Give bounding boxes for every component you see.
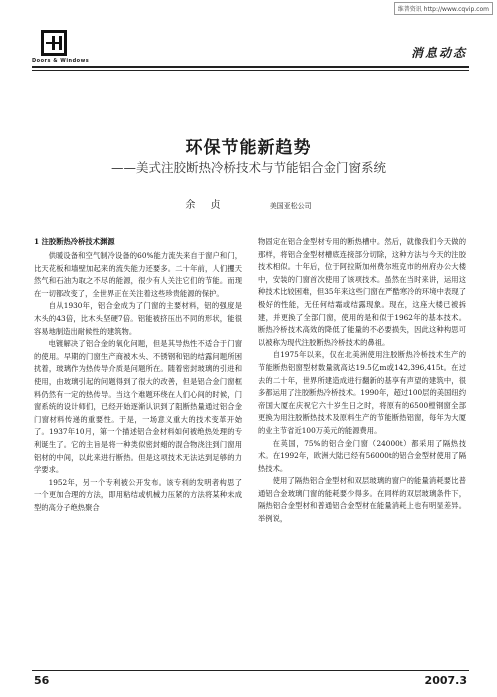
paragraph: 电镀解决了铝合金的氧化问题，但是其导热性不适合于门窗的使用。早期的门窗生产商被木头、不锈钢和铝的结露问题所困扰着，玻璃作为热传导介质是问题所在。随着密封玻璃的引进和使用，由玻璃引起的问题得到了很大的改善，但是铝合金门窗框料仍然有一定的热传导。当这个难题环绕在人们心间的时候，门窗系统的设计师们，已经开始逐渐认识到了阻断热量通过铝合金门窗材料传递的重要性。于是，一场意义重大的技术变革开始了。1937年10月，第一个描述铝合金材料如何被绝热处理的专利诞生了。它的主旨是将一种类似密封蜡的混合物浇注到门窗用铝材的中间，以此来进行断热。但是这项技术无法达到足够的力学要求。: [34, 339, 242, 475]
paragraph: 供暖设备和空气制冷设备的60%能力流失来自于窗户和门，比天花板和墙壁加起来的流失能力还要多。二十年前，人们攫天然气和石油为取之不尽的能源，很少有人关注它们的节能。而现在一切都改变了，全世界正在关注着这些珍贵能源的保护。: [34, 251, 242, 298]
paragraph: 自从1930年，铝合金成为了门窗的主要材料，铝的强度是木头的43倍，比木头坚硬7倍。铝能被挤压出不同的形状，能很容易地制造出耐候性的建筑物。: [34, 301, 242, 336]
issue-number: 2007.3: [424, 674, 467, 687]
page-number: 56: [34, 674, 50, 687]
header-rule-thin: [32, 70, 469, 71]
door-window-logo-icon: [41, 30, 67, 56]
header-rule: [32, 66, 469, 68]
paragraph: 自1975年以来，仅在北美洲使用注胶断热冷桥技术生产的节能断热铝窗型材数量就高达19.5亿m或142,396,415t。在过去的二十年，世界所建造成进行翻新的基享有声望的建筑中，很多都运用了注胶断热冷桥技术。1990年，超过100层的美国纽约帝国大厦在庆祝它六十岁生日之时，将原有的6500樘钢窗全部更换为用注胶断热技术及原料生产的节能断热铝窗，每年为大厦的业主节省近100万美元的能源费用。: [258, 350, 466, 435]
paragraph: 1952年，另一个专利被公开发布。该专利的发明者构思了一个更加合理的方法，即用粘结或机械力压紧的方法将某种未成型的高分子绝热聚合: [34, 477, 242, 512]
footer-rule: [32, 670, 469, 671]
article-subtitle: ——美式注胶断热冷桥技术与节能铝合金门窗系统: [110, 160, 386, 175]
author-organization: 美国亚松公司: [269, 202, 312, 210]
magazine-logo: [32, 30, 90, 64]
article-title: 环保节能新趋势: [185, 138, 312, 158]
paragraph: 在英国，75%的铝合金门窗（24000t）都采用了隔热技术。在1992年，欧洲大陆已经有56000t的铝合金型材使用了隔热技术。: [258, 438, 466, 473]
section-heading: 1 注胶断热冷桥技术渊源: [34, 237, 115, 246]
paragraph: 物固定在铝合金型材专用的断热槽中。然后，就像我们今天做的那样，将铝合金型材槽底连接部分切除，这种方法与今天的注胶技术相似。十年后，位于阿拉斯加州费尔班克市的州府办公大楼中，安装的门窗首次使用了该项技术。虽然在当时来讲，运用这种技术比较困难，但35年来这些门窗在严酷寒冷的环境中表现了极好的性能，无任何结霜或结露现象。现在，这座大楼已被拆建，并更换了全部门窗，使用的是和似于1962年的基本技术。断热冷桥技术高效的降低了能量的不必要损失，因此这种构思可以被称为现代注胶断热冷桥技术的鼻祖。: [258, 237, 466, 347]
paragraph: 使用了隔热铝合金型材和双层玻璃的窗户的能量消耗要比普通铝合金玻璃门窗的能耗要少得多。在同样的双层玻璃条件下，隔热铝合金型材和普通铝合金型材在能量消耗上也有明显差异。举例说，: [258, 476, 466, 524]
section-tag: 消息动态: [410, 46, 467, 60]
right-column: [258, 236, 466, 526]
logo-brand-text: Doors & Windows: [32, 58, 90, 64]
left-column: [34, 236, 242, 514]
watermark: 维普资讯 http://www.cqvip.com: [394, 2, 493, 15]
byline: [0, 196, 497, 211]
author-name: 余 贞: [185, 200, 227, 211]
